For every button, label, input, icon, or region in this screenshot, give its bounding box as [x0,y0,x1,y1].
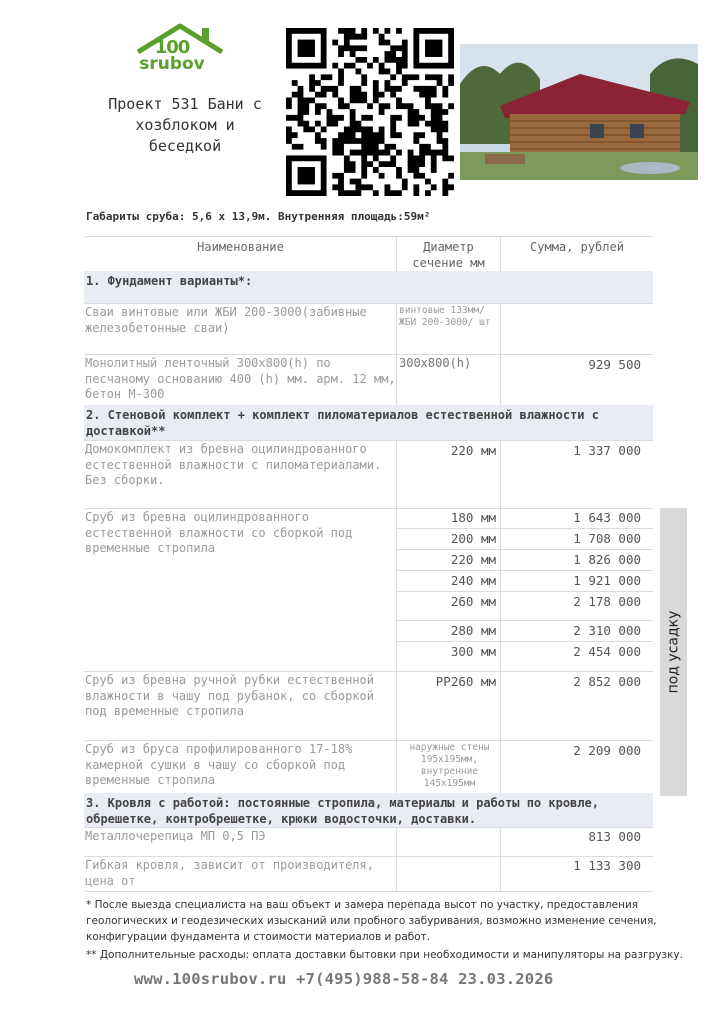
row-diameter: 280 мм [450,623,496,638]
footnote-2: ** Дополнительные расходы: оплата доставки бытовки при необходимости и манипуляторы на разгрузку. [86,949,683,961]
row-sum: 1 643 000 [573,510,641,525]
row-diameter: 300 мм [450,644,496,659]
logo [132,37,212,74]
row-sum: 2 310 000 [573,623,641,638]
srub-sums [501,508,653,671]
srub-diameters [397,508,501,671]
header-sum: Сумма, рублей [530,240,624,254]
shrinkage-label [660,508,687,796]
row-sum [501,303,653,354]
row-diameter: 200 мм [450,531,496,546]
row-sum: 2 852 000 [573,674,641,689]
logo-name: srubov [139,54,205,74]
row-diameter [397,856,501,891]
row-name: Сруб из бруса профилированного 17-18% камерной сушки в чашу со сборкой под временные стропила [84,740,397,793]
row-name: Гибкая кровля, зависит от производителя, цена от [84,856,397,891]
row-name: Сруб из бревна ручной рубки естественной влажности в чашу под рубанок, со сборкой под временные стропила [84,671,397,740]
row-sum: 2 178 000 [573,594,641,609]
shrinkage-label-text: под усадку [665,610,682,694]
table-row [84,354,653,406]
row-diameter: 260 мм [450,594,496,609]
row-sum: 813 000 [588,829,641,844]
row-name: Домокомплект из бревна оцилиндрованного естественной влажности с пиломатериалами. Без сборки. [84,440,397,508]
table-row [84,856,653,892]
table-row [84,671,653,741]
table-row [84,440,653,509]
row-name: Металлочерепица МП 0,5 ПЭ [84,827,397,856]
row-sum: 2 209 000 [573,743,641,758]
section-title: 2. Стеновой комплект + комплект пиломатериалов естественной влажности с доставкой** [86,408,599,438]
footnote-1: * После выезда специалиста на ваш объект и замера перепада высот по участку, предоставления геологических и геодезических изысканий или пробного забуривания, возможно изменение сечения, конфигурации фундамента и стоимости материалов и работ. [86,899,657,943]
qr-code-icon [286,28,454,196]
bathhouse-photo [460,44,698,180]
row-sum: 929 500 [588,357,641,372]
section-title: 3. Кровля с работой: постоянные стропила, материалы и работы по кровле, обрешетке, контробрешетке, крюки водосточки, доставки. [86,796,599,826]
section-header [84,271,653,304]
row-diameter [397,827,501,856]
table-header [84,236,653,273]
row-name: Сруб из бревна оцилиндрованного естественной влажности со сборкой под временные стропила [84,508,397,671]
row-name: Сваи винтовые или ЖБИ 200-3000(забивные железобетонные сваи) [84,303,397,354]
row-diameter: 220 мм [450,552,496,567]
table-row [84,740,653,794]
row-sum: 2 454 000 [573,644,641,659]
row-diameter: РР260 мм [397,671,501,740]
row-sum: 1 826 000 [573,552,641,567]
contact-line: www.100srubov.ru +7(495)988-58-84 23.03.2026 [134,970,554,988]
dimensions-text: Габариты сруба: 5,6 х 13,9м. Внутренняя площадь:59м² [86,210,431,223]
row-name: Монолитный ленточный 300х800(h) по песчаному основанию 400 (h) мм. арм. 12 мм, бетон М-300 [84,354,397,405]
row-sum: 1 133 300 [573,858,641,873]
header-name: Наименование [84,237,397,272]
section-title: 1. Фундамент варианты*: [86,274,253,288]
row-diameter: винтовые 133мм/ЖБИ 200-3000/ шт [397,303,501,354]
row-sum: 1 337 000 [573,443,641,458]
table-row [84,303,653,355]
row-sum: 1 921 000 [573,573,641,588]
table-row-group [84,508,653,672]
row-sum: 1 708 000 [573,531,641,546]
logo-number: 100 [154,37,190,58]
row-diameter: 180 мм [450,510,496,525]
section-header [84,405,653,441]
row-diameter: 240 мм [450,573,496,588]
project-title: Проект 531 Бани с хозблоком и беседкой [108,95,262,155]
row-diameter: 300х800(h) [397,354,501,405]
table-row [84,827,653,857]
section-header [84,793,653,828]
header-diameter: Диаметр сечение мм [397,237,501,272]
row-diameter: 220 мм [397,440,501,508]
row-diameter: наружные стены 195х195мм, внутренние 145х195мм [397,740,501,793]
